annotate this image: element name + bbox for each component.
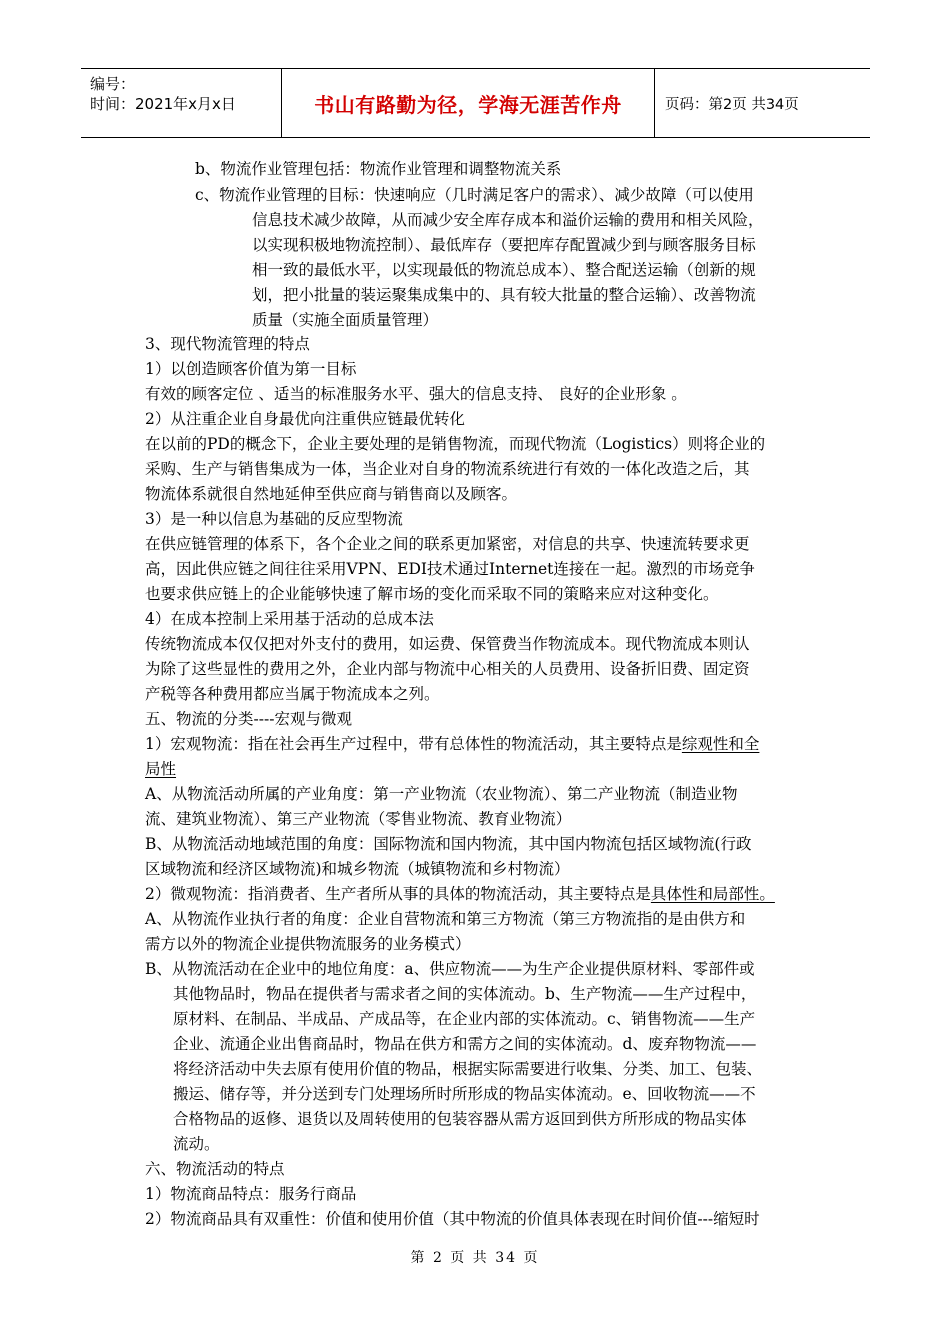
text-line: 相一致的最低水平，以实现最低的物流总成本）、整合配送运输（创新的规	[252, 261, 756, 279]
text-line: 其他物品时，物品在提供者与需求者之间的实体流动。b、生产物流——生产过程中，	[173, 985, 757, 1003]
text-line: 在以前的PD的概念下，企业主要处理的是销售物流，而现代物流（Logistics）则将企业的	[145, 435, 766, 453]
header-motto-cell	[281, 69, 655, 137]
text-line: c、物流作业管理的目标：快速响应（几时满足客户的需求）、减少故障（可以使用	[195, 186, 754, 204]
document-number-label: 编号：	[90, 75, 136, 93]
text-line: 也要求供应链上的企业能够快速了解市场的变化而采取不同的策略来应对这种变化。	[145, 585, 719, 603]
text-line: 搬运、储存等，并分送到专门处理场所时所形成的物品实体流动。e、回收物流——不	[173, 1085, 756, 1103]
text-line: 有效的顾客定位 、适当的标准服务水平、强大的信息支持、 良好的企业形象 。	[145, 385, 687, 403]
text-line: 企业、流通企业出售商品时，物品在供方和需方之间的实体流动。d、废弃物物流——	[173, 1035, 757, 1053]
underlined-text: 局性	[145, 760, 177, 778]
text-line: 质量（实施全面质量管理）	[252, 311, 439, 329]
text-line: 原材料、在制品、半成品、产成品等，在企业内部的实体流动。c、销售物流——生产	[173, 1010, 756, 1028]
text-line: 流动。	[173, 1135, 220, 1153]
text-line: 产税等各种费用都应当属于物流成本之列。	[145, 685, 440, 703]
text-segment: 2）微观物流：指消费者、生产者所从事的具体的物流活动，其主要特点是	[145, 885, 651, 903]
subheading: 1）以创造顾客价值为第一目标	[145, 360, 357, 378]
underlined-text: 综观性和全	[681, 735, 760, 753]
text-line: 采购、生产与销售集成为一体，当企业对自身的物流系统进行有效的一体化改造之后，其	[145, 460, 750, 478]
text-line: B、从物流活动在企业中的地位角度：a、供应物流——为生产企业提供原材料、零部件或	[145, 960, 755, 978]
text-line: 传统物流成本仅仅把对外支付的费用，如运费、保管费当作物流成本。现代物流成本则认	[145, 635, 750, 653]
text-line	[145, 734, 759, 754]
text-line: A、从物流活动所属的产业角度：第一产业物流（农业物流）、第二产业物流（制造业物	[145, 785, 738, 803]
text-line: 以实现积极地物流控制）、最低库存（要把库存配置减少到与顾客服务目标	[252, 236, 756, 254]
text-line: 将经济活动中失去原有使用价值的物品，根据实际需要进行收集、分类、加工、包装、	[173, 1060, 763, 1078]
text-line: 区域物流和经济区域物流)和城乡物流（城镇物流和乡村物流）	[145, 860, 570, 878]
page-header	[81, 68, 870, 138]
text-line: B、从物流活动地域范围的角度：国际物流和国内物流，其中国内物流包括区域物流(行政	[145, 835, 752, 853]
text-line: A、从物流作业执行者的角度：企业自营物流和第三方物流（第三方物流指的是由供方和	[145, 910, 746, 928]
text-line: 合格物品的返修、退货以及周转使用的包装容器从需方返回到供方所形成的物品实体	[173, 1110, 747, 1128]
header-left-cell	[81, 69, 281, 137]
text-line: 划，把小批量的装运聚集成集中的、具有较大批量的整合运输）、改善物流	[252, 286, 756, 304]
text-line	[145, 884, 775, 904]
text-segment: 1）宏观物流：指在社会再生产过程中，带有总体性的物流活动，其主要特点是	[145, 735, 682, 753]
subheading: 4）在成本控制上采用基于活动的总成本法	[145, 610, 434, 628]
underlined-text: 具体性和局部性。	[650, 885, 775, 903]
section-heading: 3、现代物流管理的特点	[145, 335, 310, 353]
subheading: 2）从注重企业自身最优向注重供应链最优转化	[145, 410, 465, 428]
text-line: b、物流作业管理包括：物流作业管理和调整物流关系	[195, 160, 562, 178]
subheading: 3）是一种以信息为基础的反应型物流	[145, 510, 403, 528]
text-line: 信息技术减少故障，从而减少安全库存成本和溢价运输的费用和相关风险，	[252, 211, 764, 229]
header-motto: 书山有路勤为径，学海无涯苦作舟	[314, 92, 622, 117]
text-line: 流、建筑业物流）、第三产业物流（零售业物流、教育业物流）	[145, 810, 572, 828]
section-heading: 六、物流活动的特点	[145, 1160, 285, 1178]
text-line: 需方以外的物流企业提供物流服务的业务模式）	[145, 935, 471, 953]
text-line: 2）物流商品具有双重性：价值和使用价值（其中物流的价值具体表现在时间价值---缩短时	[145, 1210, 760, 1228]
header-page-info: 页码：第2页 共34页	[665, 96, 799, 113]
text-line: 物流体系就很自然地延伸至供应商与销售商以及顾客。	[145, 485, 518, 503]
text-line: 在供应链管理的体系下，各个企业之间的联系更加紧密，对信息的共享、快速流转要求更	[145, 535, 750, 553]
text-line: 为除了这些显性的费用之外，企业内部与物流中心相关的人员费用、设备折旧费、固定资	[145, 660, 750, 678]
document-date-label: 时间：2021年x月x日	[90, 95, 236, 113]
page-footer: 第 2 页 共 34 页	[410, 1250, 540, 1266]
subheading: 1）物流商品特点：服务行商品	[145, 1185, 357, 1203]
text-line: 高，因此供应链之间往往采用VPN、EDI技术通过Internet连接在一起。激烈的市场竞争	[145, 560, 755, 578]
section-heading: 五、物流的分类----宏观与微观	[145, 710, 352, 728]
